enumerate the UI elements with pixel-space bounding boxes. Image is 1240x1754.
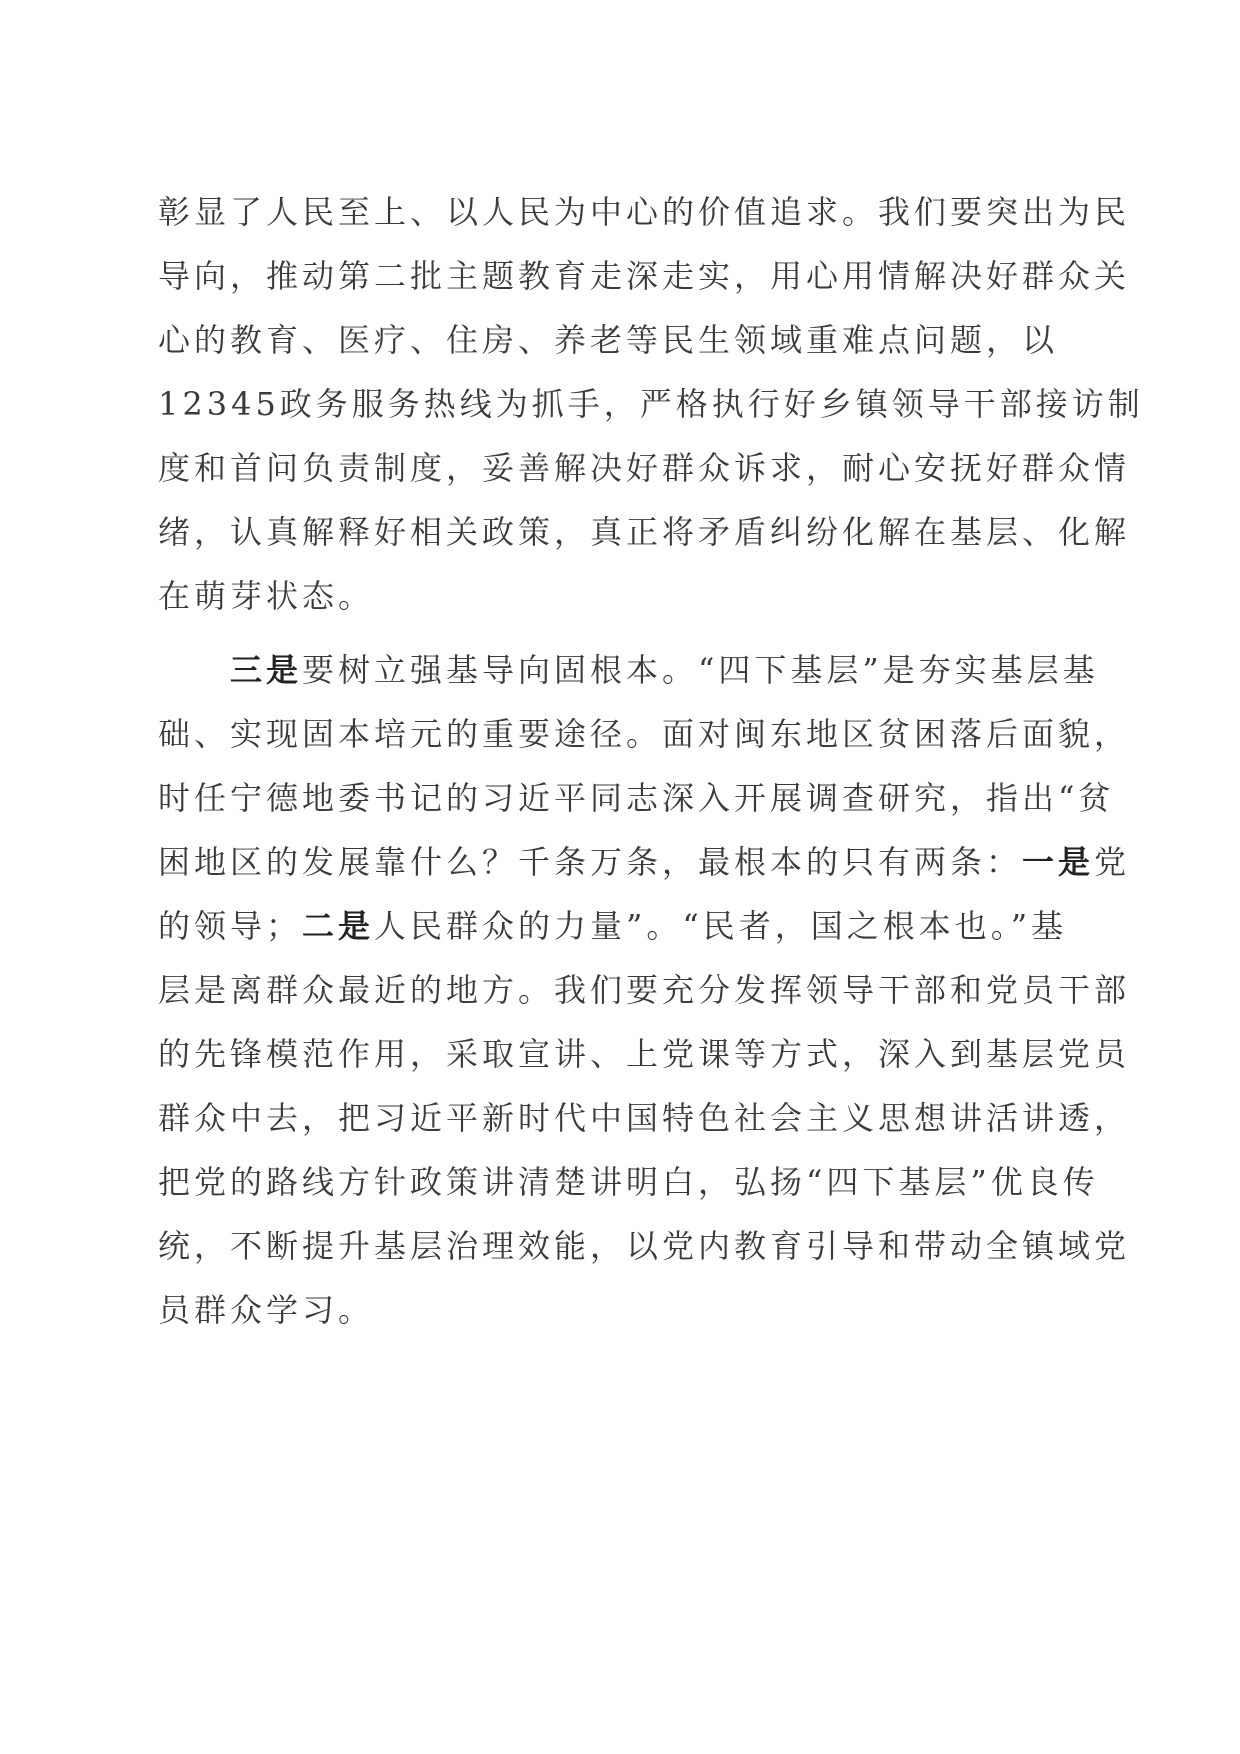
paragraph-2-line-6: 层是离群众最近的地方。我们要充分发挥领导干部和党员干部 xyxy=(158,971,1131,1009)
paragraph-1-line-1: 彰显了人民至上、以人民为中心的价值追求。我们要突出为民 xyxy=(158,193,1131,231)
paragraph-2-line-5-after: 人民群众的力量”。“民者，国之根本也。”基 xyxy=(374,907,1068,945)
paragraph-1-line-3: 心的教育、医疗、住房、养老等民生领域重难点问题，以 xyxy=(158,321,1059,359)
paragraph-1-line-5: 度和首问负责制度，妥善解决好群众诉求，耐心安抚好群众情 xyxy=(158,449,1131,487)
paragraph-2-line-5-before: 的领导； xyxy=(158,907,303,945)
paragraph-2-line-4-after: 党 xyxy=(1094,843,1131,881)
document-body xyxy=(158,188,1144,1350)
paragraph-2-line-7: 的先锋模范作用，采取宣讲、上党课等方式，深入到基层党员 xyxy=(158,1035,1131,1073)
paragraph-2-line-2: 础、实现固本培元的重要途径。面对闽东地区贫困落后面貌， xyxy=(158,715,1131,753)
paragraph-1-line-7: 在萌芽状态。 xyxy=(158,577,375,615)
paragraph-1-line-2: 导向，推动第二批主题教育走深走实，用心用情解决好群众关 xyxy=(158,257,1131,295)
paragraph-1-line-4: 12345政务服务热线为抓手，严格执行好乡镇领导干部接访制 xyxy=(158,385,1144,423)
paragraph-2-line-8: 群众中去，把习近平新时代中国特色社会主义思想讲活讲透， xyxy=(158,1099,1131,1137)
paragraph-2-line-3: 时任宁德地委书记的习近平同志深入开展调查研究，指出“贫 xyxy=(158,779,1115,817)
paragraph-1-line-6: 绪，认真解释好相关政策，真正将矛盾纠纷化解在基层、化解 xyxy=(158,513,1131,551)
paragraph-2-line-1-text: 要树立强基导向固根本。“四下基层”是夯实基层基 xyxy=(302,651,1099,689)
paragraph-spacer xyxy=(158,636,1058,646)
paragraph-2-line-11: 员群众学习。 xyxy=(158,1291,375,1329)
bold-ershi: 二是 xyxy=(302,907,375,945)
paragraph-2-line-4 xyxy=(158,838,1131,902)
bold-yishi: 一是 xyxy=(1022,843,1095,881)
paragraph-2-line-1 xyxy=(158,646,1099,710)
paragraph-2-line-4-before: 困地区的发展靠什么？千条万条，最根本的只有两条： xyxy=(158,843,1023,881)
lead-bold-sanshi: 三是 xyxy=(230,651,303,689)
paragraph-2-line-9: 把党的路线方针政策讲清楚讲明白，弘扬“四下基层”优良传 xyxy=(158,1163,1099,1201)
paragraph-2-line-5 xyxy=(158,902,1068,966)
paragraph-2-line-10: 统，不断提升基层治理效能，以党内教育引导和带动全镇域党 xyxy=(158,1227,1131,1265)
